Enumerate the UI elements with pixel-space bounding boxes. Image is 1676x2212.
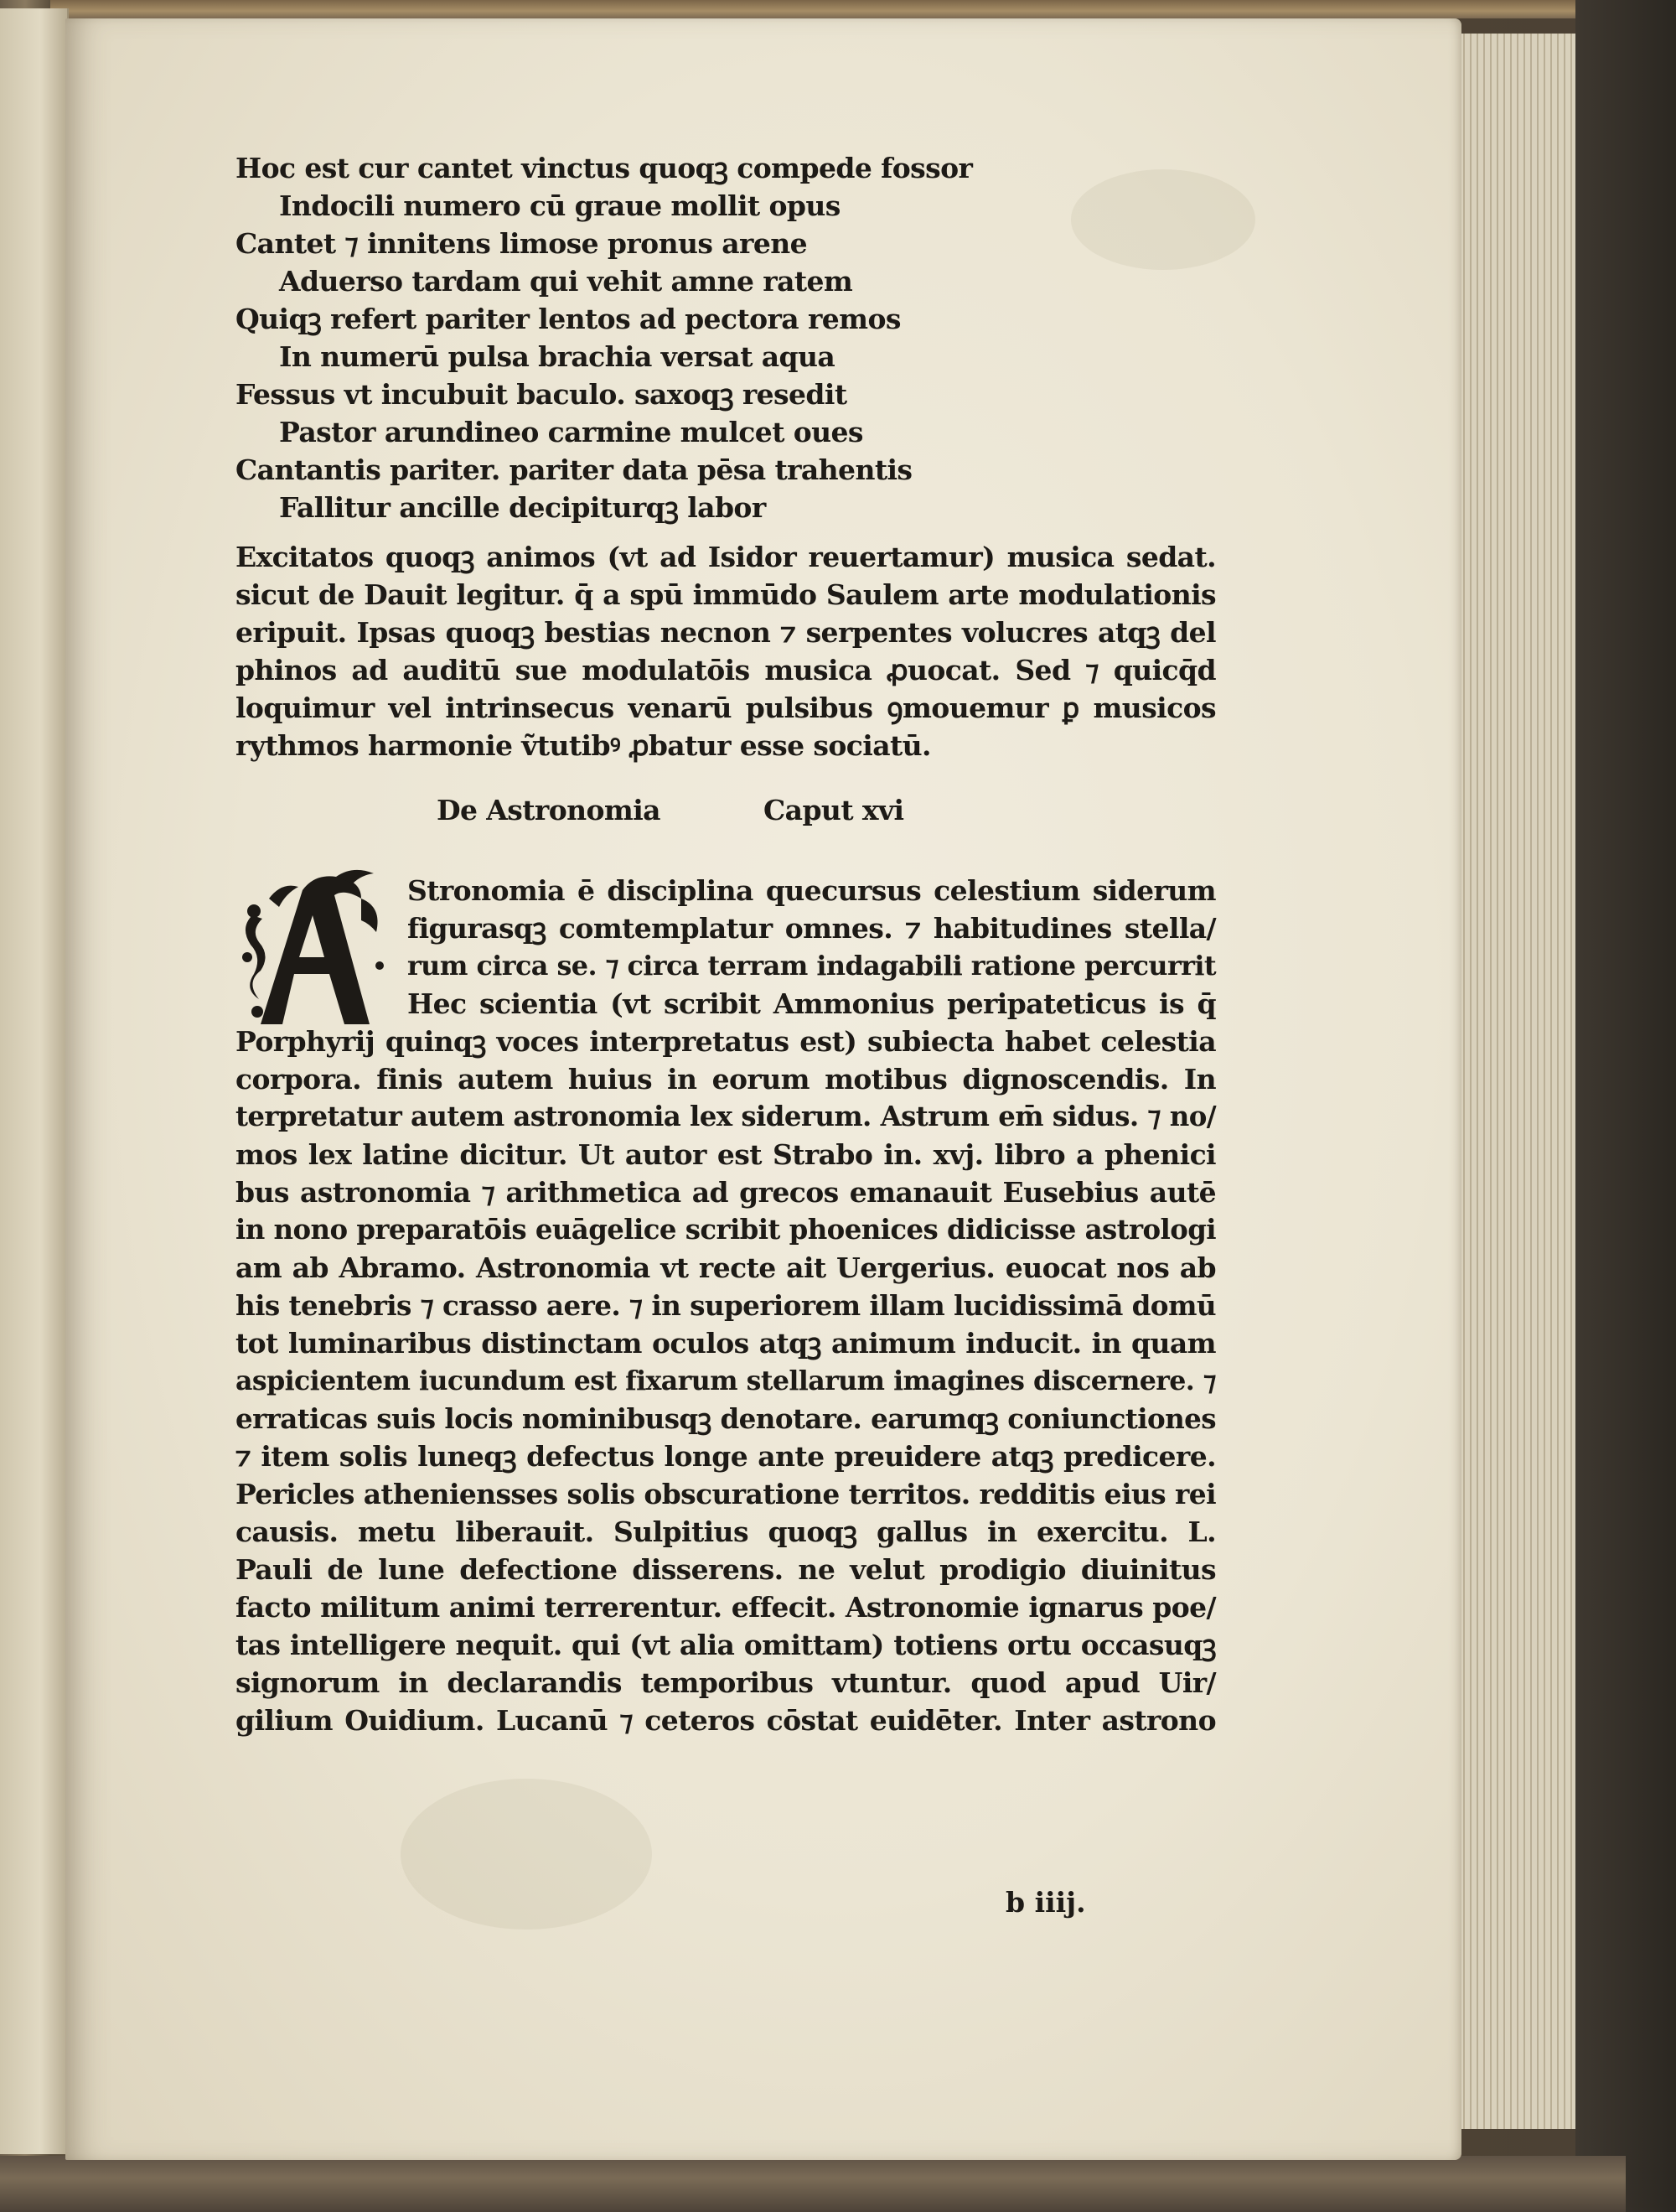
chapter-line: terpretatur autem astronomia lex siderum. Astrum em̄ sidus. ⁊ no/ bbox=[235, 1101, 1216, 1132]
text-block bbox=[235, 149, 1224, 1739]
book-cover-right-edge bbox=[1575, 0, 1676, 2212]
chapter-line: Pauli de lune defectione disserens. ne velut prodigio diuinitus bbox=[235, 1553, 1216, 1586]
prose-paragraph bbox=[235, 538, 1224, 764]
chapter-line: mos lex latine dicitur. Ut autor est Strabo in. xvj. libro a phenici bbox=[235, 1138, 1216, 1171]
chapter-line: bus astronomia ⁊ arithmetica ad grecos emanauit Eusebius autē bbox=[235, 1176, 1216, 1209]
chapter-line: aspicientem iucundum est fixarum stellarum imagines discernere. ⁊ bbox=[235, 1365, 1216, 1396]
verse-line: Aduerso tardam qui vehit amne ratem bbox=[279, 265, 853, 298]
prose-line: loquimur vel intrinsecus venarū pulsibus ꝯmouemur ꝑ musicos bbox=[235, 692, 1216, 724]
verse-block bbox=[235, 149, 1224, 526]
chapter-line bbox=[407, 985, 1216, 1023]
verse-line: Pastor arundineo carmine mulcet oues bbox=[279, 416, 863, 448]
prose-line: sicut de Dauit legitur. q̄ a spū immūdo Saulem arte modulationis bbox=[235, 578, 1216, 611]
chapter-line: ⁊ item solis luneqꝫ defectus longe ante preuidere atqꝫ predicere. bbox=[235, 1440, 1216, 1473]
chapter-line: causis. metu liberauit. Sulpitius quoqꝫ gallus in exercitu. L. bbox=[235, 1515, 1216, 1548]
chapter-line: tas intelligere nequit. qui (vt alia omittam) totiens ortu occasuqꝫ bbox=[235, 1629, 1216, 1661]
prose-line: rythmos harmonie ṽtutibꝰ ꝓbatur esse sociatū. bbox=[235, 729, 931, 762]
book-cover-bottom-edge bbox=[0, 2156, 1626, 2212]
verse-line: Cantantis pariter. pariter data pēsa trahentis bbox=[235, 453, 913, 486]
chapter-line-text: figurasqꝫ comtemplatur omnes. ⁊ habitudines stella/ bbox=[407, 912, 1216, 945]
chapter-line: Porphyrij quinqꝫ voces interpretatus est) subiecta habet celestia bbox=[235, 1025, 1216, 1058]
chapter-line bbox=[407, 872, 1216, 909]
prose-line: phinos ad auditū sue modulatōis musica ꝓuocat. Sed ⁊ quicq̄d bbox=[235, 654, 1216, 686]
verse-line: Quiqꝫ refert pariter lentos ad pectora remos bbox=[235, 303, 901, 335]
chapter-line-text: rum circa se. ⁊ circa terram indagabili ratione percurrit bbox=[407, 950, 1216, 982]
decorated-initial-icon bbox=[235, 865, 395, 1033]
chapter-line: signorum in declarandis temporibus vtuntur. quod apud Uir/ bbox=[235, 1666, 1216, 1699]
chapter-number: Caput xvi bbox=[763, 794, 904, 826]
chapter-line: corpora. finis autem huius in eorum motibus dignoscendis. In bbox=[235, 1063, 1216, 1096]
left-page-fragment bbox=[0, 8, 69, 2154]
verse-line: In numerū pulsa brachia versat aqua bbox=[279, 340, 835, 373]
chapter-line: Pericles atheniensses solis obscuratione territos. redditis eius rei bbox=[235, 1478, 1216, 1510]
verse-line: Fallitur ancille decipiturqꝫ labor bbox=[279, 491, 766, 524]
chapter-line-text: Hec scientia (vt scribit Ammonius peripateticus is q̄ bbox=[407, 987, 1216, 1020]
chapter-line-text: Stronomia ē disciplina quecursus celestium siderum bbox=[407, 874, 1216, 907]
chapter-line: tot luminaribus distinctam oculos atqꝫ animum inducit. in quam bbox=[235, 1327, 1216, 1360]
verse-line: Indocili numero cū graue mollit opus bbox=[279, 189, 841, 222]
chapter-line: in nono preparatōis euāgelice scribit phoenices didicisse astrologi bbox=[235, 1214, 1216, 1246]
prose-line: eripuit. Ipsas quoqꝫ bestias necnon ⁊ serpentes volucres atqꝫ del bbox=[235, 616, 1216, 649]
verse-line: Hoc est cur cantet vinctus quoqꝫ compede fossor bbox=[235, 152, 973, 184]
book-cover-top-edge bbox=[50, 0, 1642, 18]
chapter-line bbox=[407, 909, 1216, 947]
chapter-title: De Astronomia bbox=[437, 794, 660, 826]
chapter-heading bbox=[235, 781, 1224, 840]
chapter-line bbox=[407, 947, 1216, 985]
prose-line: Excitatos quoqꝫ animos (vt ad Isidor reuertamur) musica sedat. bbox=[235, 541, 1216, 573]
signature-mark: b iiij. bbox=[1006, 1886, 1086, 1919]
chapter-line: erraticas suis locis nominibusqꝫ denotare. earumqꝫ coniunctiones bbox=[235, 1402, 1216, 1435]
chapter-body bbox=[235, 872, 1224, 1739]
chapter-line: am ab Abramo. Astronomia vt recte ait Uergerius. euocat nos ab bbox=[235, 1251, 1216, 1284]
verse-line: Fessus vt incubuit baculo. saxoqꝫ resedit bbox=[235, 378, 847, 411]
chapter-line: facto militum animi terrerentur. effecit. Astronomie ignarus poe/ bbox=[235, 1591, 1216, 1624]
verse-line: Cantet ⁊ innitens limose pronus arene bbox=[235, 227, 807, 260]
chapter-line: his tenebris ⁊ crasso aere. ⁊ in superiorem illam lucidissimā domū bbox=[235, 1289, 1216, 1322]
paper-stain bbox=[401, 1779, 652, 1930]
chapter-line: gilium Ouidium. Lucanū ⁊ ceteros cōstat euidēter. Inter astrono bbox=[235, 1704, 1216, 1737]
